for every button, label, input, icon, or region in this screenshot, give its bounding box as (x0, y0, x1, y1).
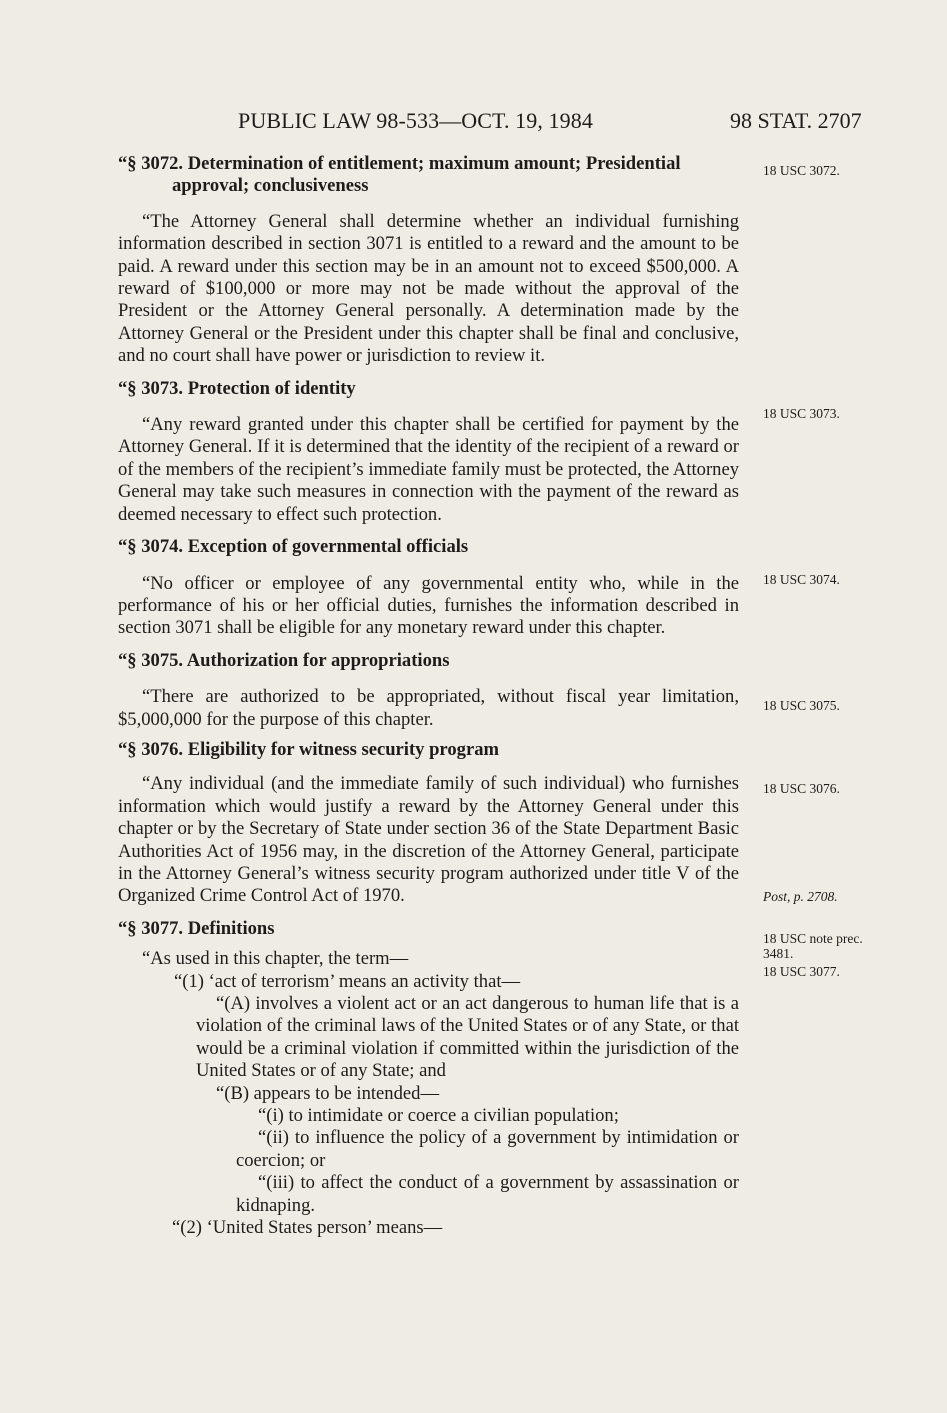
section-3077 (118, 918, 739, 1240)
section-3074 (118, 536, 739, 640)
section-heading: “§ 3077. Definitions (118, 917, 275, 939)
section-3073 (118, 378, 739, 526)
running-header-stat: 98 STAT. 2707 (730, 108, 862, 133)
definition-item-1: “(1) ‘act of terrorism’ means an activity that— (174, 970, 521, 992)
margin-citation-3072: 18 USC 3072. (763, 163, 840, 178)
definition-item-1-B-iii: “(iii) to affect the conduct of a government by assassination or kidnaping. (236, 1172, 739, 1216)
section-heading: “§ 3073. Protection of identity (118, 377, 356, 399)
definition-item-1-B-ii: “(ii) to influence the policy of a government by intimidation or coercion; or (236, 1127, 739, 1171)
margin-citation-3074: 18 USC 3074. (763, 572, 840, 587)
margin-citation-3075: 18 USC 3075. (763, 698, 840, 713)
margin-citation-post: Post, p. 2708. (763, 889, 838, 904)
definition-item-1-B-i: “(i) to intimidate or coerce a civilian population; (258, 1105, 619, 1127)
section-body: “Any individual (and the immediate family of such individual) who furnishes information which would justify a reward by the Attorney General under this chapter or by the Secretary of State under section 36 of the State Department Basic Authorities Act of 1956 may, in the discretion of the Attorney General, participate in the Attorney General’s witness security program authorized under title V of the Organized Crime Control Act of 1970. (118, 773, 739, 907)
section-3076 (118, 739, 739, 908)
margin-citation-3076: 18 USC 3076. (763, 781, 840, 796)
running-header-title: PUBLIC LAW 98-533—OCT. 19, 1984 (238, 108, 593, 133)
margin-citation-3077: 18 USC 3077. (763, 964, 840, 979)
margin-citation-note: 18 USC note prec. 3481. (763, 931, 863, 961)
definition-item-1-A: “(A) involves a violent act or an act dangerous to human life that is a violation of the criminal laws of the United States or of any State, or that would be a criminal violation if committed within the jurisdiction of the United States or of any State; and (196, 993, 739, 1082)
section-body: “There are authorized to be appropriated, without fiscal year limitation, $5,000,000 for the purpose of this chapter. (118, 686, 739, 730)
section-heading: “§ 3072. Determination of entitlement; maximum amount; Presidential approval; conclusiveness (118, 153, 681, 197)
section-heading: “§ 3075. Authorization for appropriations (118, 649, 450, 671)
definition-item-1-B: “(B) appears to be intended— (216, 1082, 440, 1104)
section-3072 (118, 153, 739, 368)
section-body: “Any reward granted under this chapter shall be certified for payment by the Attorney General. If it is determined that the identity of the recipient of a reward or of the members of the recipient’s immediate family must be protected, the Attorney General may take such measures in connection with the payment of the reward as deemed necessary to effect such protection. (118, 414, 739, 525)
definitions-intro: “As used in this chapter, the term— (142, 948, 409, 970)
body-column (118, 153, 739, 1239)
section-heading: “§ 3076. Eligibility for witness security program (118, 738, 499, 760)
section-3075 (118, 650, 739, 731)
section-heading: “§ 3074. Exception of governmental officials (118, 536, 469, 558)
section-body: “No officer or employee of any governmental entity who, while in the performance of his or her official duties, furnishes the information described in section 3071 shall be eligible for any monetary reward under this chapter. (118, 572, 739, 639)
definition-item-2: “(2) ‘United States person’ means— (172, 1217, 443, 1239)
section-body: “The Attorney General shall determine whether an individual furnishing information described in section 3071 is entitled to a reward and the amount to be paid. A reward under this section may be in an amount not to exceed $500,000. A reward of $100,000 or more may not be made without the approval of the President or the Attorney General personally. A determination made by the Attorney General or the President under this chapter shall be final and conclusive, and no court shall have power or jurisdiction to review it. (118, 210, 739, 367)
margin-citation-3073: 18 USC 3073. (763, 406, 840, 421)
